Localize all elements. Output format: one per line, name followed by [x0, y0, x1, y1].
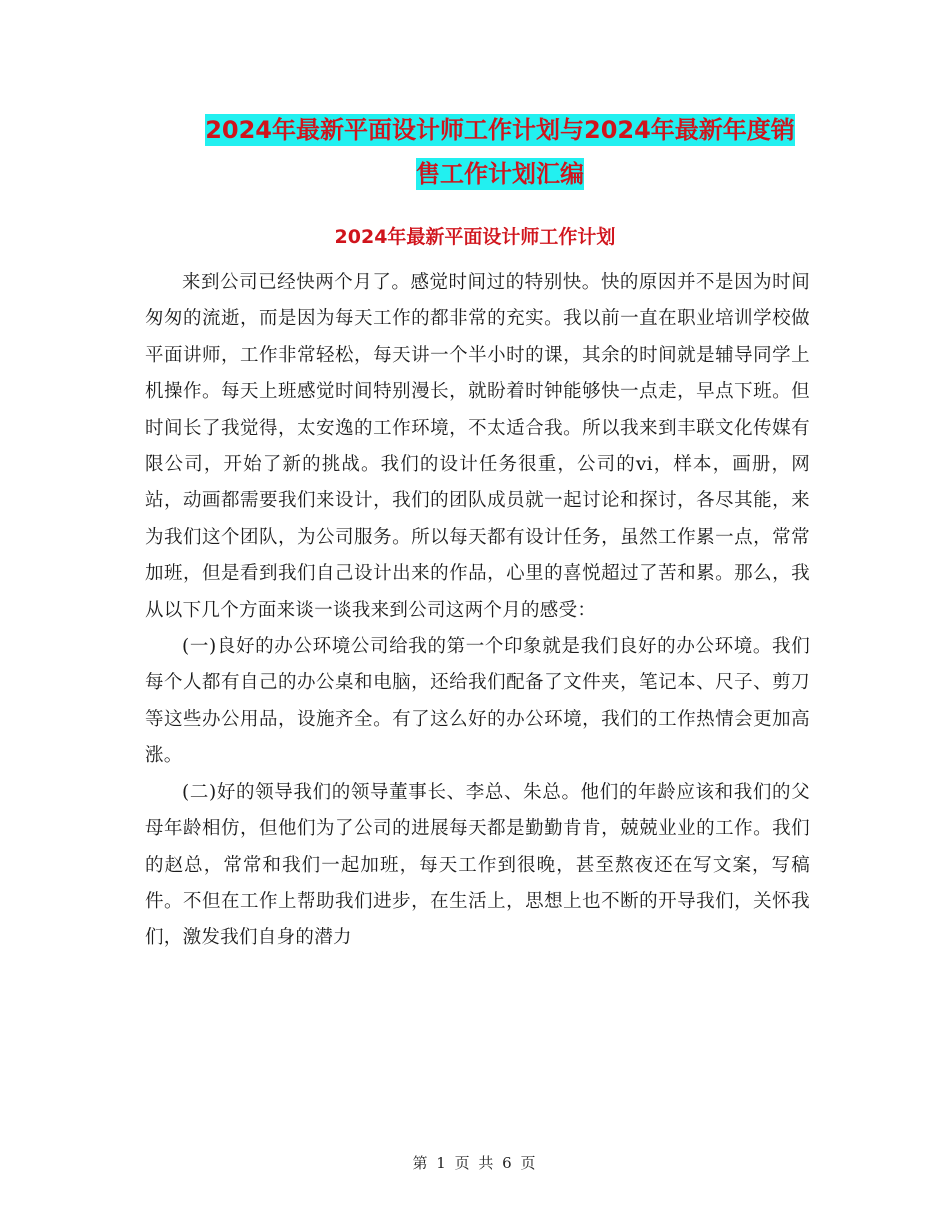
page-number-footer: 第 1 页 共 6 页 [412, 1154, 538, 1172]
paragraph: 来到公司已经快两个月了。感觉时间过的特别快。快的原因并不是因为时间匆匆的流逝，而是因为每天工作的都非常的充实。我以前一直在职业培训学校做平面讲师，工作非常轻松，每天讲一个半小时的课，其余的时间就是辅导同学上机操作。每天上班感觉时间特别漫长，就盼着时钟能够快一点走，早点下班。但时间长了我觉得，太安逸的工作环境，不太适合我。所以我来到丰联文化传媒有限公司，开始了新的挑战。我们的设计任务很重，公司的vi，样本，画册，网站，动画都需要我们来设计，我们的团队成员就一起讨论和探讨，各尽其能，来为我们这个团队，为公司服务。所以每天都有设计任务，虽然工作累一点，常常加班，但是看到我们自己设计出来的作品，心里的喜悦超过了苦和累。那么，我从以下几个方面来谈一谈我来到公司这两个月的感受： [145, 272, 810, 621]
title-line-1: 2024年最新平面设计师工作计划与2024年最新年度销 [205, 116, 795, 144]
paragraph: (二)好的领导我们的领导董事长、李总、朱总。他们的年龄应该和我们的父母年龄相仿，但他们为了公司的进展每天都是勤勤肯肯，兢兢业业的工作。我们的赵总，常常和我们一起加班，每天工作到很晚，甚至熬夜还在写文案，写稿件。不但在工作上帮助我们进步，在生活上，思想上也不断的开导我们，关怀我们，激发我们自身的潜力 [145, 781, 810, 949]
section-heading: 2024年最新平面设计师工作计划 [334, 226, 616, 248]
title-line-2: 售工作计划汇编 [416, 160, 584, 188]
document-title [140, 108, 860, 196]
document-body [145, 265, 810, 957]
paragraph: (一)良好的办公环境公司给我的第一个印象就是我们良好的办公环境。我们每个人都有自己的办公桌和电脑，还给我们配备了文件夹，笔记本、尺子、剪刀等这些办公用品，设施齐全。有了这么好的办公环境，我们的工作热情会更加高涨。 [145, 636, 810, 767]
